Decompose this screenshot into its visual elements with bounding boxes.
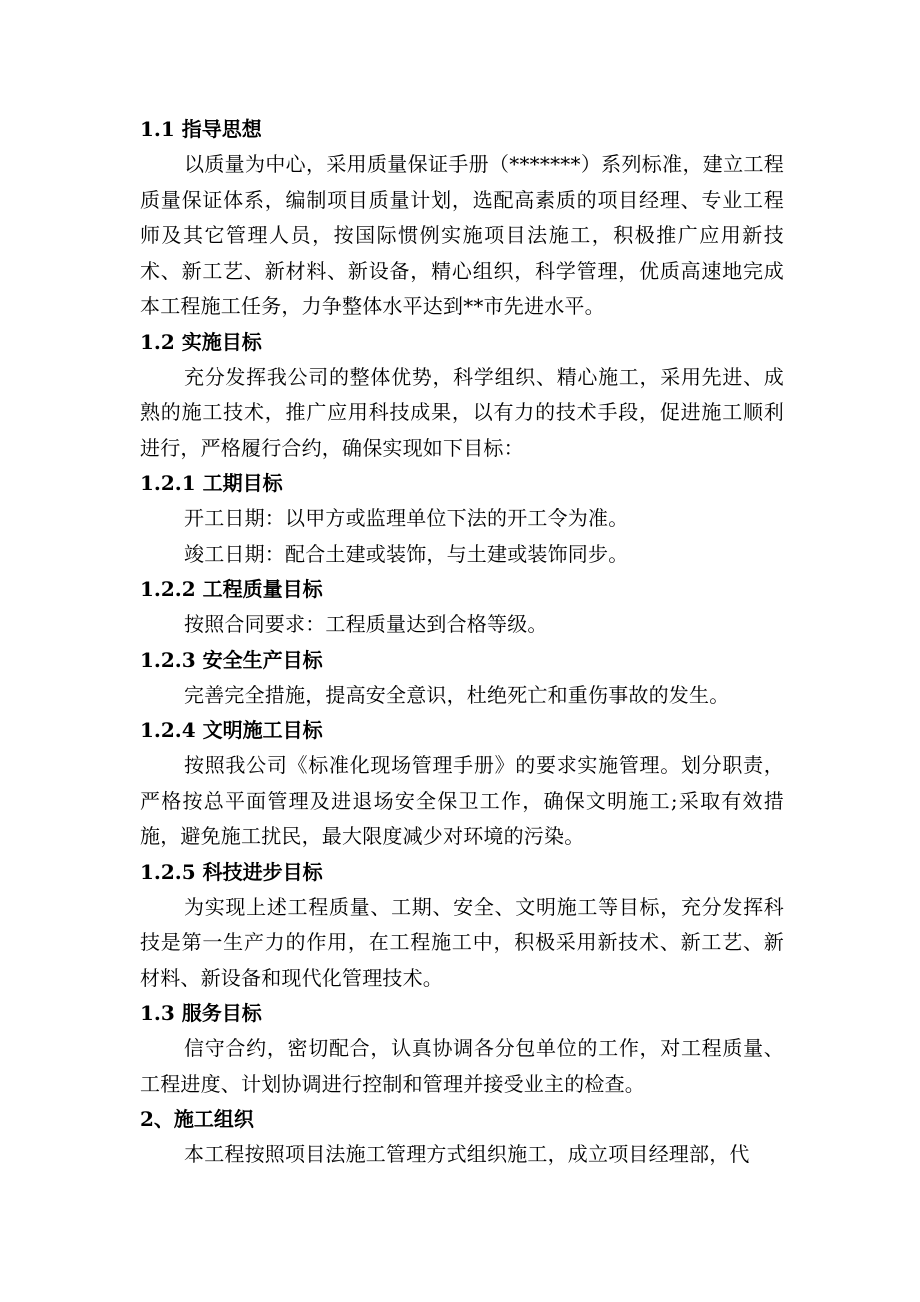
heading-1-2-1: 1.2.1 工期目标	[140, 471, 283, 495]
heading-1-2-3: 1.2.3 安全生产目标	[140, 647, 323, 672]
heading-1-3: 1.3 服务目标	[140, 1001, 262, 1025]
heading-1-2: 1.2 实施目标	[140, 329, 262, 354]
document-page	[140, 112, 784, 1173]
heading-1-1: 1.1 指导思想	[140, 117, 262, 141]
paragraph-completion-date: 竣工日期：配合土建或装饰，与土建或装饰同步。	[184, 541, 629, 566]
heading-1-2-5: 1.2.5 科技进步目标	[140, 859, 323, 884]
heading-1-2-2: 1.2.2 工程质量目标	[140, 577, 323, 601]
paragraph-implementation-goals: 充分发挥我公司的整体优势，科学组织、精心施工，采用先进、成熟的施工技术，推广应用科技成果，以有力的技术手段，促进施工顺利进行，严格履行合约，确保实现如下目标：	[140, 364, 784, 460]
paragraph-service-goal: 信守合约，密切配合，认真协调各分包单位的工作，对工程质量、工程进度、计划协调进行控制和管理并接受业主的检查。	[140, 1036, 784, 1096]
paragraph-construction-organization: 本工程按照项目法施工管理方式组织施工，成立项目经理部，代	[184, 1142, 750, 1166]
paragraph-quality-goal: 按照合同要求：工程质量达到合格等级。	[184, 612, 548, 636]
paragraph-guiding-thought: 以质量为中心，采用质量保证手册（*******）系列标准，建立工程质量保证体系，编制项目质量计划，选配高素质的项目经理、专业工程师及其它管理人员，按国际惯例实施项目法施工，积极推广应用新技术、新工艺、新材料、新设备，精心组织，科学管理，优质高速地完成本工程施工任务，力争整体水平达到**市先进水平。	[140, 152, 784, 318]
heading-2: 2、施工组织	[140, 1107, 254, 1131]
paragraph-start-date: 开工日期：以甲方或监理单位下法的开工令为准。	[184, 506, 629, 530]
paragraph-civilized-construction: 按照我公司《标准化现场管理手册》的要求实施管理。划分职责，严格按总平面管理及进退场安全保卫工作，确保文明施工;采取有效措施，避免施工扰民，最大限度减少对环境的污染。	[140, 753, 784, 848]
heading-1-2-4: 1.2.4 文明施工目标	[140, 718, 323, 742]
paragraph-safety-goal: 完善完全措施，提高安全意识，杜绝死亡和重伤事故的发生。	[184, 682, 730, 707]
paragraph-technology-progress: 为实现上述工程质量、工期、安全、文明施工等目标，充分发挥科技是第一生产力的作用，在工程施工中，积极采用新技术、新工艺、新材料、新设备和现代化管理技术。	[140, 894, 784, 990]
